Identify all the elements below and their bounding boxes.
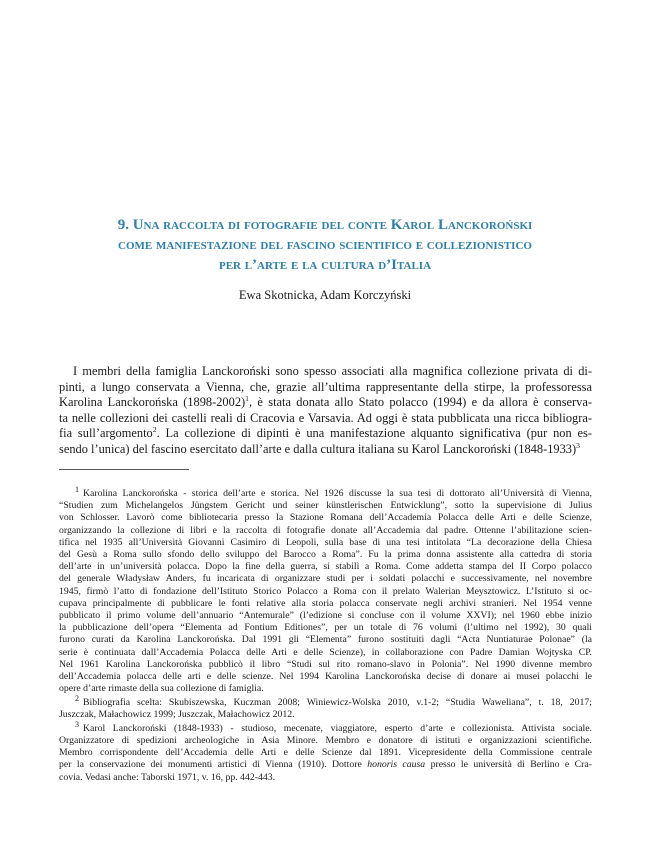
body-line: sendo l’unica) del fascino esercitato dall’arte e dalla cultura italiana su Karol Lanckoroński (1848-1933)$^3$ bbox=[59, 440, 580, 456]
footnote-line: organizzando la collezione di libri e la raccolta di fotografie donate all’Accademia dal padre. Ottenne l’abilitazione scien- bbox=[59, 524, 592, 536]
chapter-title-line: 9. Una raccolta di fotografie del conte Karol Lanckoroński bbox=[117, 217, 533, 233]
body-line: ta nelle collezioni dei castelli reali di Cracovia e Varsavia. Ad oggi è stata pubblicata una ricca bibliogra- bbox=[59, 410, 592, 425]
body-line: I membri della famiglia Lanckoroński sono spesso associati alla magnifica collezione privata di di- bbox=[73, 364, 592, 378]
footnote-line: tifica nel 1935 all’Università Giovanni Casimiro di Leopoli, sulla base di una tesi intitolata “La decorazione della Chiesa bbox=[59, 536, 592, 548]
footnote-line: del generale Władysław Anders, fu incaricata di organizzare studi per i soldati polacchi e successivamente, nel novembre bbox=[59, 573, 592, 585]
footnote-number: 3 bbox=[75, 719, 79, 729]
footnote-reference: 2 bbox=[152, 425, 157, 435]
chapter-title-line: come manifestazione del fascino scientifico e collezionistico bbox=[118, 237, 532, 253]
footnote-number: 2 bbox=[75, 693, 79, 703]
footnote-line: $^1$ Karolina Lanckorońska - storica dell’arte e storica. Nel 1926 discusse la sua tesi di dottorato all’Università di Vienna, bbox=[75, 484, 592, 499]
footnote-line: cupava principalmente di pubblicare le fonti relative alla storia polacca conservate negli archivi stranieri. Nel 1954 venne bbox=[59, 597, 592, 609]
footnote-line: Nel 1961 Karolina Lanckorońska pubblicò il libro “Studi sul rito romano-slavo in Polonia”. Nel 1990 divenne membro bbox=[59, 658, 592, 670]
authors: Ewa Skotnicka, Adam Korczyński bbox=[238, 288, 412, 302]
footnote-reference: 1 bbox=[245, 394, 249, 404]
chapter-title bbox=[60, 215, 590, 275]
footnote-line: 1945, firmò l’atto di fondazione dell’Istituto Storico Polacco a Roma con il prelato Walerian Meysztowicz. L’Istituto si oc- bbox=[59, 585, 592, 597]
footnote-line: per la conservazione dei monumenti artistici di Vienna (1910). Dottore honoris causa presso le università di Berlino e Cra- bbox=[59, 759, 592, 771]
footnote-divider bbox=[59, 469, 189, 470]
footnote bbox=[59, 693, 592, 721]
body-line: pinti, a lungo conservata a Vienna, che, grazie all’ultima rappresentante della stirpe, la professoressa bbox=[59, 379, 592, 394]
chapter-title-line: per l’arte e la cultura d’Italia bbox=[218, 257, 432, 273]
footnote-line: “Studien zum Michelangelos Jüngstem Gericht und seiner künstlerischen Entwicklung”, sotto la supervisione di Julius bbox=[59, 500, 592, 512]
footnote-line: opere d’arte rimaste della sua collezione di famiglia. bbox=[59, 683, 264, 695]
footnote-line: furono curati da Karolina Lanckorońska. Dal 1991 gli “Elementa” furono sostituiti dagli “Acta Nuntiaturae Polonae” (la bbox=[59, 634, 592, 646]
footnote-line: dell’Accademia polacca delle arti e delle scienze. Nel 1994 Karolina Lanckorońska decise di donare ai musei polacchi le bbox=[59, 671, 592, 683]
body-line: Karolina Lanckorońska (1898-2002)$^1$, è stata donata allo Stato polacco (1994) e da allora è conserva- bbox=[59, 394, 592, 410]
footnote-line: Membro corrispondente dell’Accademia delle Arti e delle Scienze dal 1891. Vicepresidente della Commissione centrale bbox=[59, 747, 592, 759]
footnote-line: Organizzatore di spedizioni archeologiche in Asia Minore. Membro e donatore di istituti e organizzazioni scientifiche. bbox=[59, 735, 592, 747]
footnote-line: del Gesù a Roma sullo sfondo dello sviluppo del Barocco a Roma”. Fu la prima donna assistente alla cattedra di storia bbox=[59, 549, 592, 561]
footnotes bbox=[59, 484, 592, 785]
footnote-line: von Schlosser. Lavorò come bibliotecaria presso la Stazione Romana dell’Accademia Polacca delle Arti e delle Scienze, bbox=[59, 512, 592, 524]
footnote-reference: 3 bbox=[576, 440, 580, 450]
body-paragraph bbox=[59, 364, 592, 458]
footnote-line: pubblicato il primo volume dell’annuario “Antemurale” (l’edizione si concluse con il volume XXVI); nel 1960 ebbe inizio bbox=[59, 610, 592, 622]
footnote-line: $^2$ Bibliografia scelta: Skubiszewska, Kuczman 2008; Winiewicz-Wolska 2010, v.1-2; “Studia Waweliana”, t. 18, 2017; bbox=[75, 693, 592, 708]
footnote-line: serie è continuata dall’Accademia Polacca delle Arti e delle Scienze), in collaborazione con Padre Damian Wojtyska CP. bbox=[59, 646, 592, 658]
italic-text: honoris causa bbox=[367, 759, 426, 771]
footnote-number: 1 bbox=[75, 484, 79, 494]
footnote bbox=[59, 719, 592, 784]
footnote-line: la pubblicazione dell’opera “Elementa ad Fontium Editiones”, per un totale di 76 volumi (l’ultimo nel 1992), 30 quali bbox=[59, 622, 592, 634]
footnote-line: dell’arte in un’università polacca. Dopo la fine della guerra, si stabilì a Roma. Come addetta stampa del II Corpo polacco bbox=[59, 561, 592, 573]
footnote-line: $^3$ Karol Lanckoroński (1848-1933) - studioso, mecenate, viaggiatore, esperto d’arte e collezionista. Attivista sociale. bbox=[75, 719, 592, 734]
body-line: fia sull’argomento$^2$. La collezione di dipinti è una manifestazione alquanto significativa (pur non es- bbox=[59, 425, 592, 441]
footnote bbox=[59, 484, 592, 695]
footnote-line: covia. Vedasi anche: Taborski 1971, v. 16, pp. 442-443. bbox=[59, 771, 276, 783]
footnote-line: Juszczak, Małachowicz 1999; Juszczak, Małachowicz 2012. bbox=[59, 709, 295, 721]
